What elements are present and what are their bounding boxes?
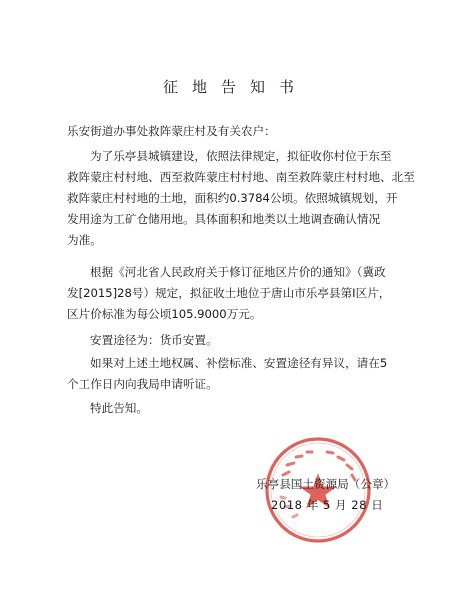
paragraph-2 — [67, 262, 390, 325]
paragraph-2-line: 区片价标准为每公顷105.9000万元。 — [67, 307, 262, 321]
paragraph-1 — [67, 146, 415, 251]
paragraph-4-line: 如果对上述土地权属、补偿标准、安置途径有异议，请在5 — [90, 356, 388, 370]
paragraph-1-line: 救阵蒙庄村村地、西至救阵蒙庄村村地、南至救阵蒙庄村村地、北至 — [67, 170, 415, 184]
addressee: 乐安街道办事处救阵蒙庄村及有关农户： — [67, 124, 276, 138]
signature-issuer: 乐亭县国土资源局（公章） — [256, 477, 396, 491]
paragraph-5 — [67, 398, 148, 419]
issue-date: 2018 年 5 月 28 日 — [271, 498, 384, 512]
paragraph-1-line: 发用途为工矿仓储用地。具体面积和地类以土地调查确认情况 — [67, 212, 381, 226]
paragraph-1-line: 为准。 — [67, 233, 102, 247]
paragraph-2-line: 根据《河北省人民政府关于修订征地区片价的通知》（冀政 — [90, 265, 386, 279]
paragraph-3-line: 安置途径为：货币安置。 — [90, 333, 218, 347]
document-title: 征地告知书 — [162, 78, 308, 96]
paragraph-5-line: 特此告知。 — [90, 401, 148, 415]
paragraph-1-line: 救阵蒙庄村村地的土地，面积约0.3784公顷。依照城镇规划，开 — [67, 191, 398, 205]
paragraph-1-line: 为了乐亭县城镇建设，依照法律规定，拟征收你村位于东至 — [90, 149, 392, 163]
paragraph-4 — [67, 353, 387, 395]
paragraph-2-line: 发[2015]28号）规定，拟征收土地位于唐山市乐亭县第Ⅰ区片， — [67, 286, 391, 300]
paragraph-4-line: 个工作日内向我局申请听证。 — [67, 377, 218, 391]
paragraph-3 — [67, 330, 218, 351]
